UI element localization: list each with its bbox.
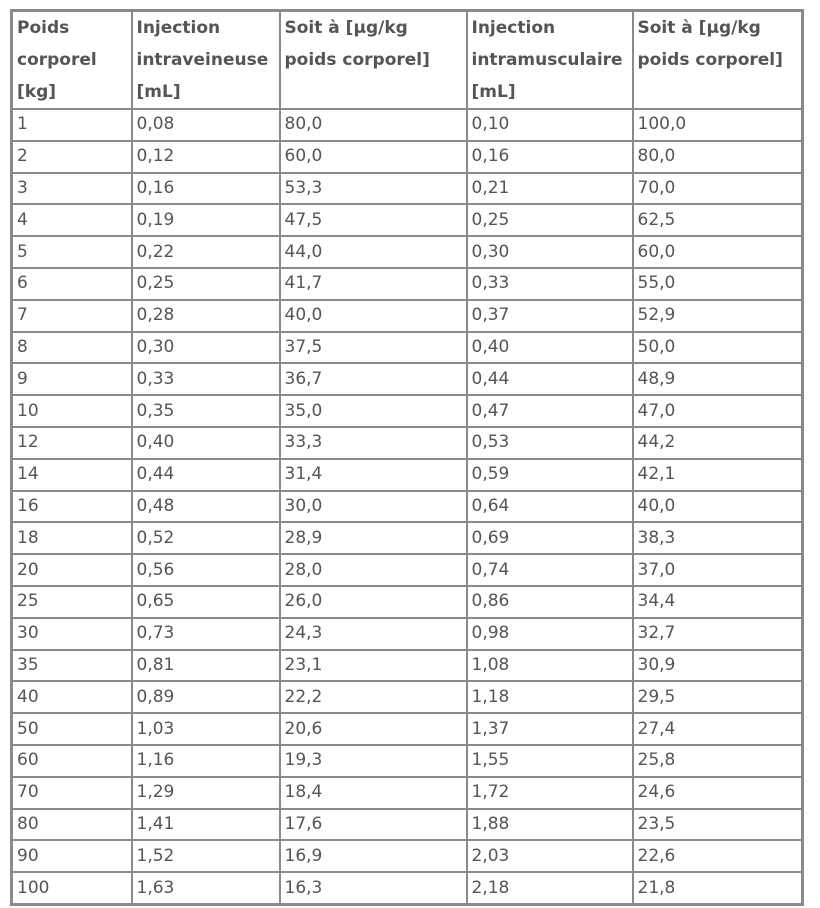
cell-iv-injection: 0,16 — [132, 173, 280, 205]
cell-iv-injection: 0,08 — [132, 109, 280, 141]
table-row — [12, 109, 803, 141]
cell-im-injection: 0,16 — [467, 141, 633, 173]
cell-iv-dose-per-kg: 23,1 — [280, 650, 467, 682]
dosage-table — [10, 9, 804, 906]
cell-iv-dose-per-kg: 41,7 — [280, 268, 467, 300]
cell-iv-injection: 0,12 — [132, 141, 280, 173]
table-row — [12, 459, 803, 491]
cell-im-injection: 0,40 — [467, 332, 633, 364]
cell-body-weight: 3 — [12, 173, 132, 205]
cell-im-dose-per-kg: 40,0 — [633, 491, 803, 523]
table-row — [12, 554, 803, 586]
cell-iv-dose-per-kg: 60,0 — [280, 141, 467, 173]
cell-im-dose-per-kg: 30,9 — [633, 650, 803, 682]
cell-im-injection: 0,98 — [467, 618, 633, 650]
cell-im-dose-per-kg: 34,4 — [633, 586, 803, 618]
cell-iv-dose-per-kg: 16,3 — [280, 872, 467, 904]
cell-iv-injection: 0,19 — [132, 204, 280, 236]
cell-iv-dose-per-kg: 28,0 — [280, 554, 467, 586]
cell-iv-dose-per-kg: 31,4 — [280, 459, 467, 491]
cell-iv-dose-per-kg: 37,5 — [280, 332, 467, 364]
header-im-injection: Injection intramusculaire [mL] — [467, 11, 633, 110]
cell-body-weight: 18 — [12, 522, 132, 554]
cell-iv-injection: 0,33 — [132, 363, 280, 395]
cell-iv-injection: 0,40 — [132, 427, 280, 459]
cell-iv-dose-per-kg: 53,3 — [280, 173, 467, 205]
table-body — [12, 109, 803, 904]
cell-im-injection: 1,18 — [467, 681, 633, 713]
cell-im-injection: 0,59 — [467, 459, 633, 491]
cell-iv-dose-per-kg: 24,3 — [280, 618, 467, 650]
cell-iv-dose-per-kg: 44,0 — [280, 236, 467, 268]
table-row — [12, 491, 803, 523]
cell-iv-injection: 0,28 — [132, 300, 280, 332]
cell-im-dose-per-kg: 37,0 — [633, 554, 803, 586]
cell-body-weight: 8 — [12, 332, 132, 364]
cell-im-dose-per-kg: 24,6 — [633, 777, 803, 809]
cell-iv-injection: 1,52 — [132, 840, 280, 872]
cell-iv-dose-per-kg: 80,0 — [280, 109, 467, 141]
cell-body-weight: 20 — [12, 554, 132, 586]
cell-im-dose-per-kg: 70,0 — [633, 173, 803, 205]
cell-im-injection: 2,18 — [467, 872, 633, 904]
cell-im-dose-per-kg: 47,0 — [633, 395, 803, 427]
table-row — [12, 650, 803, 682]
cell-body-weight: 35 — [12, 650, 132, 682]
cell-iv-injection: 0,30 — [132, 332, 280, 364]
dosage-table-container — [10, 9, 804, 906]
cell-im-dose-per-kg: 55,0 — [633, 268, 803, 300]
cell-body-weight: 5 — [12, 236, 132, 268]
cell-body-weight: 30 — [12, 618, 132, 650]
cell-im-dose-per-kg: 21,8 — [633, 872, 803, 904]
header-iv-injection: Injection intraveineuse [mL] — [132, 11, 280, 110]
cell-iv-injection: 0,48 — [132, 491, 280, 523]
table-row — [12, 745, 803, 777]
cell-im-injection: 0,47 — [467, 395, 633, 427]
cell-body-weight: 1 — [12, 109, 132, 141]
cell-body-weight: 10 — [12, 395, 132, 427]
cell-im-injection: 0,25 — [467, 204, 633, 236]
cell-iv-injection: 0,56 — [132, 554, 280, 586]
cell-body-weight: 100 — [12, 872, 132, 904]
header-im-dose-per-kg: Soit à [µg/kg poids corporel] — [633, 11, 803, 110]
cell-im-injection: 2,03 — [467, 840, 633, 872]
cell-im-dose-per-kg: 27,4 — [633, 713, 803, 745]
cell-im-dose-per-kg: 22,6 — [633, 840, 803, 872]
table-row — [12, 204, 803, 236]
table-row — [12, 586, 803, 618]
cell-iv-injection: 1,03 — [132, 713, 280, 745]
cell-im-injection: 0,10 — [467, 109, 633, 141]
table-row — [12, 236, 803, 268]
cell-iv-dose-per-kg: 17,6 — [280, 809, 467, 841]
cell-body-weight: 14 — [12, 459, 132, 491]
cell-iv-injection: 0,44 — [132, 459, 280, 491]
cell-iv-injection: 0,81 — [132, 650, 280, 682]
cell-body-weight: 4 — [12, 204, 132, 236]
cell-im-dose-per-kg: 42,1 — [633, 459, 803, 491]
cell-im-dose-per-kg: 60,0 — [633, 236, 803, 268]
table-row — [12, 809, 803, 841]
cell-im-dose-per-kg: 62,5 — [633, 204, 803, 236]
table-header — [12, 11, 803, 110]
table-row — [12, 141, 803, 173]
header-row — [12, 11, 803, 110]
cell-im-dose-per-kg: 44,2 — [633, 427, 803, 459]
cell-im-injection: 0,21 — [467, 173, 633, 205]
cell-body-weight: 40 — [12, 681, 132, 713]
cell-iv-injection: 0,89 — [132, 681, 280, 713]
cell-body-weight: 2 — [12, 141, 132, 173]
table-row — [12, 300, 803, 332]
cell-iv-injection: 1,63 — [132, 872, 280, 904]
table-row — [12, 681, 803, 713]
table-row — [12, 522, 803, 554]
table-row — [12, 840, 803, 872]
cell-im-injection: 1,08 — [467, 650, 633, 682]
cell-body-weight: 12 — [12, 427, 132, 459]
cell-im-dose-per-kg: 48,9 — [633, 363, 803, 395]
cell-iv-dose-per-kg: 19,3 — [280, 745, 467, 777]
cell-body-weight: 90 — [12, 840, 132, 872]
cell-iv-dose-per-kg: 40,0 — [280, 300, 467, 332]
cell-body-weight: 25 — [12, 586, 132, 618]
cell-iv-dose-per-kg: 28,9 — [280, 522, 467, 554]
header-body-weight: Poids corporel [kg] — [12, 11, 132, 110]
table-row — [12, 872, 803, 904]
cell-im-dose-per-kg: 29,5 — [633, 681, 803, 713]
table-row — [12, 427, 803, 459]
cell-im-dose-per-kg: 50,0 — [633, 332, 803, 364]
table-row — [12, 363, 803, 395]
cell-iv-injection: 0,73 — [132, 618, 280, 650]
cell-iv-dose-per-kg: 22,2 — [280, 681, 467, 713]
cell-im-injection: 1,37 — [467, 713, 633, 745]
table-row — [12, 777, 803, 809]
table-row — [12, 173, 803, 205]
cell-body-weight: 6 — [12, 268, 132, 300]
cell-im-dose-per-kg: 52,9 — [633, 300, 803, 332]
cell-im-injection: 0,33 — [467, 268, 633, 300]
cell-iv-injection: 0,25 — [132, 268, 280, 300]
table-row — [12, 268, 803, 300]
cell-iv-dose-per-kg: 47,5 — [280, 204, 467, 236]
cell-iv-dose-per-kg: 20,6 — [280, 713, 467, 745]
cell-im-dose-per-kg: 23,5 — [633, 809, 803, 841]
cell-iv-dose-per-kg: 30,0 — [280, 491, 467, 523]
cell-iv-dose-per-kg: 33,3 — [280, 427, 467, 459]
cell-iv-dose-per-kg: 26,0 — [280, 586, 467, 618]
cell-im-dose-per-kg: 80,0 — [633, 141, 803, 173]
cell-body-weight: 70 — [12, 777, 132, 809]
cell-iv-injection: 0,22 — [132, 236, 280, 268]
cell-im-injection: 1,88 — [467, 809, 633, 841]
table-row — [12, 332, 803, 364]
cell-iv-injection: 1,16 — [132, 745, 280, 777]
cell-iv-injection: 0,52 — [132, 522, 280, 554]
cell-body-weight: 50 — [12, 713, 132, 745]
cell-im-dose-per-kg: 25,8 — [633, 745, 803, 777]
cell-im-injection: 0,30 — [467, 236, 633, 268]
cell-iv-injection: 0,35 — [132, 395, 280, 427]
cell-im-injection: 0,44 — [467, 363, 633, 395]
cell-body-weight: 9 — [12, 363, 132, 395]
table-row — [12, 713, 803, 745]
cell-iv-injection: 1,29 — [132, 777, 280, 809]
cell-iv-injection: 0,65 — [132, 586, 280, 618]
cell-body-weight: 60 — [12, 745, 132, 777]
cell-im-injection: 1,72 — [467, 777, 633, 809]
cell-im-dose-per-kg: 38,3 — [633, 522, 803, 554]
cell-im-injection: 0,74 — [467, 554, 633, 586]
cell-im-injection: 1,55 — [467, 745, 633, 777]
cell-iv-dose-per-kg: 35,0 — [280, 395, 467, 427]
cell-im-injection: 0,37 — [467, 300, 633, 332]
cell-im-dose-per-kg: 100,0 — [633, 109, 803, 141]
cell-im-injection: 0,53 — [467, 427, 633, 459]
header-iv-dose-per-kg: Soit à [µg/kg poids corporel] — [280, 11, 467, 110]
cell-iv-injection: 1,41 — [132, 809, 280, 841]
table-row — [12, 618, 803, 650]
cell-im-injection: 0,86 — [467, 586, 633, 618]
cell-iv-dose-per-kg: 18,4 — [280, 777, 467, 809]
cell-body-weight: 7 — [12, 300, 132, 332]
cell-iv-dose-per-kg: 36,7 — [280, 363, 467, 395]
cell-body-weight: 80 — [12, 809, 132, 841]
cell-body-weight: 16 — [12, 491, 132, 523]
cell-im-injection: 0,64 — [467, 491, 633, 523]
cell-im-injection: 0,69 — [467, 522, 633, 554]
table-row — [12, 395, 803, 427]
cell-im-dose-per-kg: 32,7 — [633, 618, 803, 650]
cell-iv-dose-per-kg: 16,9 — [280, 840, 467, 872]
